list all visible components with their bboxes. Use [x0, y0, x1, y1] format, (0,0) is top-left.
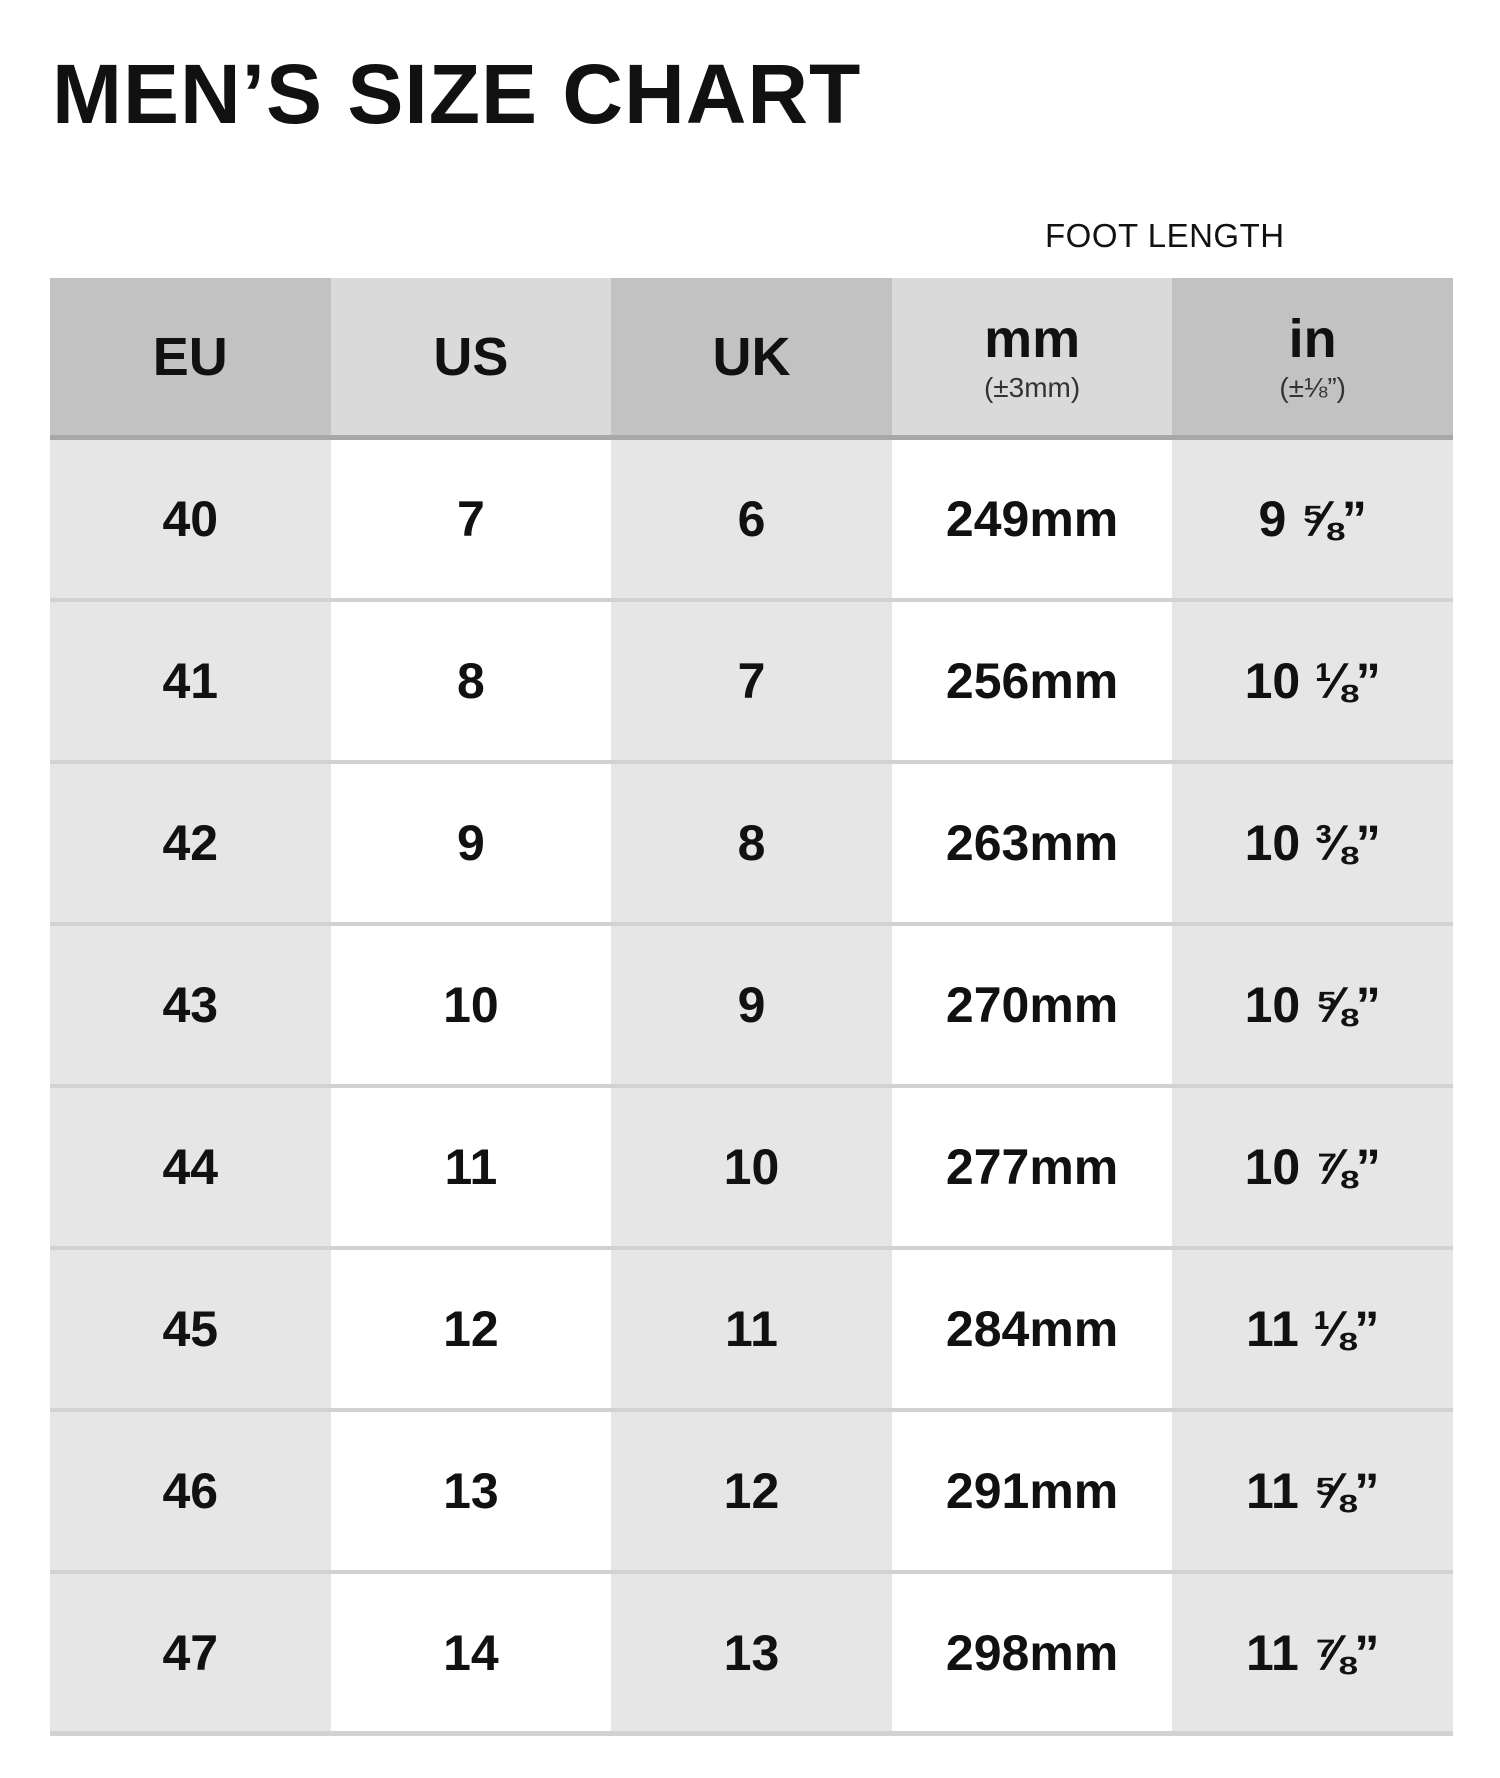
- table-row: [50, 1088, 1453, 1250]
- cell-us: 10: [331, 926, 612, 1084]
- cell-uk: 8: [611, 764, 892, 922]
- foot-length-label: FOOT LENGTH: [1045, 217, 1285, 254]
- table-row: [50, 1250, 1453, 1412]
- cell-us: 7: [331, 440, 612, 598]
- cell-mm: 256mm: [892, 602, 1173, 760]
- cell-in: 10 ⅝”: [1172, 926, 1453, 1084]
- cell-eu: 44: [50, 1088, 331, 1246]
- header-label: EU: [152, 326, 228, 387]
- cell-mm: 284mm: [892, 1250, 1173, 1408]
- header-in: [1172, 278, 1453, 435]
- cell-uk: 9: [611, 926, 892, 1084]
- header-label: in: [1288, 308, 1337, 369]
- cell-mm: 277mm: [892, 1088, 1173, 1246]
- cell-uk: 10: [611, 1088, 892, 1246]
- table-row: [50, 440, 1453, 602]
- cell-eu: 45: [50, 1250, 331, 1408]
- cell-mm: 263mm: [892, 764, 1173, 922]
- header-label: US: [433, 326, 509, 387]
- table-row: [50, 1412, 1453, 1574]
- cell-mm: 291mm: [892, 1412, 1173, 1570]
- cell-eu: 40: [50, 440, 331, 598]
- cell-mm: 298mm: [892, 1574, 1173, 1731]
- cell-in: 9 ⅝”: [1172, 440, 1453, 598]
- cell-eu: 47: [50, 1574, 331, 1731]
- header-tolerance: (±⅛”): [1279, 371, 1347, 403]
- cell-in: 11 ⅞”: [1172, 1574, 1453, 1731]
- cell-in: 10 ⅞”: [1172, 1088, 1453, 1246]
- cell-in: 10 ⅜”: [1172, 764, 1453, 922]
- cell-in: 11 ⅝”: [1172, 1412, 1453, 1570]
- header-mm: [892, 278, 1173, 435]
- cell-us: 8: [331, 602, 612, 760]
- header-us: [331, 278, 612, 435]
- table-header-row: [50, 278, 1453, 440]
- table-row: [50, 602, 1453, 764]
- cell-uk: 13: [611, 1574, 892, 1731]
- cell-eu: 42: [50, 764, 331, 922]
- cell-uk: 7: [611, 602, 892, 760]
- header-tolerance: (±3mm): [983, 371, 1081, 403]
- header-eu: [50, 278, 331, 435]
- table-row: [50, 1574, 1453, 1736]
- cell-uk: 12: [611, 1412, 892, 1570]
- table-row: [50, 926, 1453, 1088]
- cell-mm: 249mm: [892, 440, 1173, 598]
- cell-uk: 11: [611, 1250, 892, 1408]
- size-table: [50, 278, 1453, 1736]
- cell-us: 12: [331, 1250, 612, 1408]
- cell-mm: 270mm: [892, 926, 1173, 1084]
- cell-in: 10 ⅛”: [1172, 602, 1453, 760]
- cell-eu: 41: [50, 602, 331, 760]
- cell-in: 11 ⅛”: [1172, 1250, 1453, 1408]
- cell-eu: 46: [50, 1412, 331, 1570]
- cell-uk: 6: [611, 440, 892, 598]
- page-title: MEN’S SIZE CHART: [52, 47, 862, 141]
- cell-us: 14: [331, 1574, 612, 1731]
- cell-eu: 43: [50, 926, 331, 1084]
- header-uk: [611, 278, 892, 435]
- table-row: [50, 764, 1453, 926]
- cell-us: 9: [331, 764, 612, 922]
- cell-us: 13: [331, 1412, 612, 1570]
- header-label: mm: [984, 308, 1081, 369]
- cell-us: 11: [331, 1088, 612, 1246]
- header-label: UK: [712, 326, 791, 387]
